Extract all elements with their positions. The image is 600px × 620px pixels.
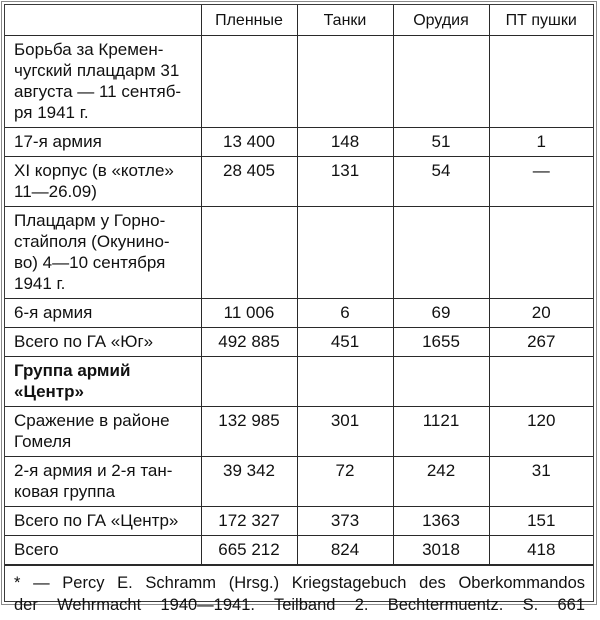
guns-cell: 1121 [393,407,489,457]
row-label [5,457,201,507]
header-at-guns: ПТ пушки [489,5,593,36]
row-label-line: XI корпус (в «котле» [14,161,174,180]
row-label-line: 2-я армия и 2-я тан- [14,461,173,480]
row-label-line: «Центр» [14,382,84,401]
row-label [5,328,201,357]
prisoners-cell: 13 400 [201,128,297,157]
prisoners-cell [201,36,297,128]
prisoners-cell: 492 885 [201,328,297,357]
tanks-cell: 131 [297,157,393,207]
prisoners-cell: 172 327 [201,507,297,536]
at-guns-cell: 418 [489,536,593,565]
footnote-line-1: * — Percy E. Schramm (Hrsg.) Kriegstagebuch des Oberkommandos [14,574,585,592]
row-label-line: во) 4—10 сентября [14,253,166,272]
guns-cell: 3018 [393,536,489,565]
row-label-line: Плацдарм у Горно- [14,211,166,230]
table-row [5,157,593,207]
header-guns: Орудия [393,5,489,36]
prisoners-cell: 132 985 [201,407,297,457]
at-guns-cell [489,357,593,407]
row-label-line: Борьба за Кремен- [14,40,164,59]
header-empty [5,5,201,36]
header-prisoners: Пленные [201,5,297,36]
prisoners-cell: 11 006 [201,299,297,328]
table-row [5,328,593,357]
table-row [5,357,593,407]
row-label-line: Всего [14,540,59,559]
row-label [5,299,201,328]
guns-cell [393,357,489,407]
tanks-cell: 824 [297,536,393,565]
tanks-cell: 6 [297,299,393,328]
footnote-line-2: der Wehrmacht 1940—1941. Teilband 2. Bechtermuentz. S. 661 [14,596,585,614]
tanks-cell: 451 [297,328,393,357]
at-guns-cell: 267 [489,328,593,357]
guns-cell: 54 [393,157,489,207]
header-row [5,5,593,36]
row-label-line: Сражение в районе [14,411,170,430]
header-tanks: Танки [297,5,393,36]
row-label [5,36,201,128]
tanks-cell: 72 [297,457,393,507]
prisoners-cell [201,207,297,299]
table-row [5,507,593,536]
at-guns-cell [489,36,593,128]
table-row [5,207,593,299]
table-frame [1,1,597,614]
tanks-cell: 301 [297,407,393,457]
tanks-cell [297,357,393,407]
row-label-line: Всего по ГА «Центр» [14,511,179,530]
row-label [5,207,201,299]
row-label [5,507,201,536]
at-guns-cell: 31 [489,457,593,507]
table-row [5,536,593,565]
row-label-line: стайполя (Окунино- [14,232,170,251]
at-guns-cell [489,207,593,299]
tanks-cell [297,36,393,128]
guns-cell [393,207,489,299]
table-container [4,4,594,614]
at-guns-cell: 151 [489,507,593,536]
at-guns-cell: 120 [489,407,593,457]
guns-cell: 242 [393,457,489,507]
table-row [5,407,593,457]
row-label-line: 6-я армия [14,303,93,322]
guns-cell: 51 [393,128,489,157]
row-label-line: 11—26.09) [14,182,97,201]
row-label-line: 1941 г. [14,274,66,293]
table-row [5,457,593,507]
tanks-cell: 148 [297,128,393,157]
prisoners-cell: 39 342 [201,457,297,507]
losses-table [5,5,593,565]
row-label [5,407,201,457]
row-label-line: Всего по ГА «Юг» [14,332,154,351]
row-label [5,128,201,157]
row-label-line: ря 1941 г. [14,103,89,122]
row-label [5,357,201,407]
row-label-line: Группа армий [14,361,131,380]
guns-cell: 1655 [393,328,489,357]
row-label [5,157,201,207]
table-body [5,36,593,565]
prisoners-cell: 665 212 [201,536,297,565]
prisoners-cell [201,357,297,407]
at-guns-cell: 20 [489,299,593,328]
row-label-line: 17-я армия [14,132,102,151]
row-label-line: Гомеля [14,432,72,451]
prisoners-cell: 28 405 [201,157,297,207]
tanks-cell [297,207,393,299]
guns-cell: 69 [393,299,489,328]
table-row [5,36,593,128]
guns-cell [393,36,489,128]
tanks-cell: 373 [297,507,393,536]
table-row [5,299,593,328]
row-label-line: августа — 11 сентяб- [14,82,182,101]
row-label [5,536,201,565]
footnote [5,565,593,620]
guns-cell: 1363 [393,507,489,536]
row-label-line: чугский плацдарм 31 [14,61,180,80]
row-label-line: ковая группа [14,482,116,501]
table-row [5,128,593,157]
at-guns-cell: — [489,157,593,207]
at-guns-cell: 1 [489,128,593,157]
